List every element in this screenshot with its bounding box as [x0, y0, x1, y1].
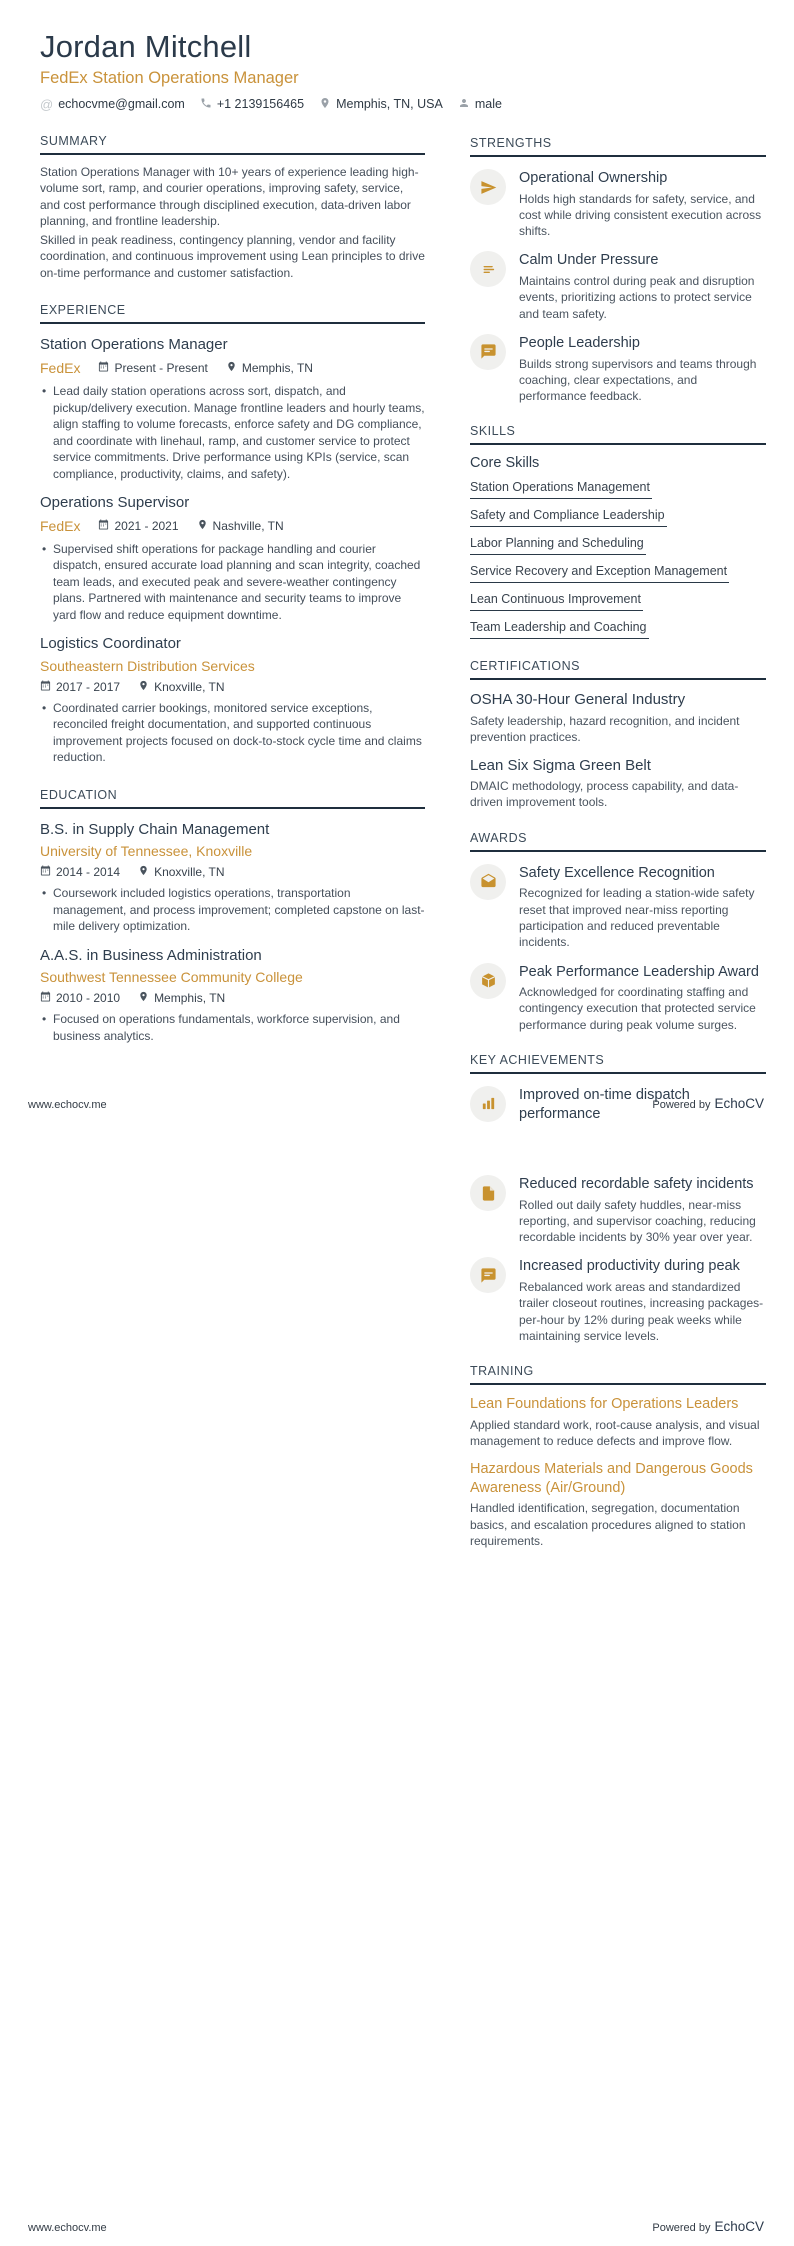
key-achievements-section [470, 1053, 766, 1123]
job-dates [98, 361, 207, 375]
certification-title: OSHA 30-Hour General Industry [470, 691, 686, 709]
location-pin-icon [138, 865, 149, 879]
location-text: Memphis, TN, USA [336, 97, 443, 112]
training-description: Applied standard work, root-cause analysis, and visual management to reduce defects and improve flow. [470, 1418, 760, 1449]
skill-group-title: Core Skills [470, 455, 540, 472]
job-entry [40, 336, 425, 482]
dates-text: Present - Present [114, 361, 208, 376]
summary-paragraph: Station Operations Manager with 10+ years of experience leading high-volume sort, ramp, and courier operations, improving safety, service, and cost performance through disciplined execution, data-driven labor planning, and frontline leadership. [40, 164, 419, 229]
job-bullets [40, 541, 425, 623]
calendar-icon [40, 991, 51, 1005]
location-pin-icon [319, 97, 331, 112]
package-icon [470, 963, 506, 999]
skill-item: Lean Continuous Improvement [470, 592, 643, 611]
strength-item [470, 169, 766, 239]
strength-description: Builds strong supervisors and teams through coaching, clear expectations, and performance feedback. [519, 356, 757, 404]
achievement-item [470, 1257, 766, 1344]
location-text: Memphis, TN [241, 361, 313, 376]
achievement-title: Reduced recordable safety incidents [519, 1176, 754, 1192]
award-description: Recognized for leading a station-wide safety reset that improved near-miss reporting participation and reduced preventable incidents. [519, 886, 755, 950]
powered-by [652, 1096, 764, 1111]
education-entry [40, 947, 425, 1045]
site-link[interactable]: www.echocv.me [28, 2222, 107, 2234]
job-meta-row [40, 680, 425, 694]
skills-heading: SKILLS [470, 424, 766, 445]
key-achievements-continued [470, 1175, 766, 1344]
chat-bubble-icon [470, 1257, 506, 1293]
job-title: Operations Supervisor [40, 493, 190, 511]
at-icon: @ [40, 96, 54, 112]
certification-description: DMAIC methodology, process capability, and data-driven improvement tools. [470, 779, 739, 810]
open-envelope-icon [470, 864, 506, 900]
person-job-title: FedEx Station Operations Manager [40, 68, 299, 87]
job-title: Station Operations Manager [40, 336, 228, 354]
school-line [40, 842, 425, 861]
job-dates [98, 519, 178, 533]
key-achievements-heading: KEY ACHIEVEMENTS [470, 1053, 766, 1074]
echocv-brand-link[interactable]: EchoCV [714, 1096, 764, 1111]
location-pin-icon [138, 680, 149, 694]
calendar-icon [98, 361, 109, 375]
job-bullet: • Coordinated carrier bookings, monitored service exceptions, reconciled freight documentation, and supported continuous improvement projects focused on dock-to-stock cycle time and claims reduction. [40, 700, 425, 766]
location-text: Knoxville, TN [154, 679, 225, 694]
job-bullets [40, 700, 425, 766]
award-item [470, 864, 766, 951]
calendar-icon [98, 519, 109, 533]
location-text: Memphis, TN [154, 991, 226, 1006]
job-location [138, 680, 224, 694]
certifications-section [470, 659, 766, 810]
company-name: FedEx [40, 360, 81, 377]
contact-gender [458, 97, 502, 112]
award-title: Peak Performance Leadership Award [519, 963, 759, 980]
chat-bubble-icon [470, 334, 506, 370]
education-meta-row [40, 865, 425, 879]
training-item [470, 1460, 766, 1550]
skills-section [470, 424, 766, 639]
powered-by-label: Powered by [652, 1099, 711, 1111]
education-dates [40, 865, 120, 879]
echocv-brand-link[interactable]: EchoCV [714, 2219, 764, 2234]
right-column [470, 1163, 766, 1549]
education-heading: EDUCATION [40, 788, 425, 809]
summary-section [40, 134, 425, 282]
location-pin-icon [226, 361, 237, 375]
degree-title: A.A.S. in Business Administration [40, 946, 262, 964]
person-name: Jordan Mitchell [40, 29, 252, 64]
achievement-title: Increased productivity during peak [519, 1258, 740, 1275]
education-bullet: • Focused on operations fundamentals, workforce supervision, and business analytics. [40, 1011, 425, 1044]
resume-page-2 [0, 1123, 794, 2246]
powered-by [652, 2219, 764, 2234]
strength-item [470, 334, 766, 404]
page-footer [28, 2219, 764, 2234]
training-heading: TRAINING [470, 1364, 766, 1385]
company-name: Southeastern Distribution Services [40, 657, 255, 674]
training-description: Handled identification, segregation, documentation basics, and escalation procedures aligned to station requirements. [470, 1501, 746, 1549]
page-footer [28, 1096, 764, 1111]
education-location [138, 991, 225, 1005]
phone-icon [200, 97, 212, 112]
job-dates [40, 680, 120, 694]
right-column [470, 136, 766, 1123]
achievement-description: Rolled out daily safety huddles, near-miss reporting, and supervisor coaching, reducing recordable incidents by 30% year over year. [519, 1197, 756, 1245]
job-meta-row [40, 359, 425, 377]
phone-text: +1 2139156465 [216, 97, 305, 112]
training-section [470, 1364, 766, 1549]
job-location [197, 519, 284, 533]
education-bullets [40, 885, 425, 934]
skill-item: Team Leadership and Coaching [470, 620, 649, 639]
achievement-description: Rebalanced work areas and standardized trailer closeout routines, increasing packages-per-hour by 12% during peak weeks while maintaining service levels. [519, 1280, 764, 1343]
skill-item: Service Recovery and Exception Management [470, 564, 729, 583]
certification-item [470, 756, 766, 811]
training-item [470, 1395, 766, 1449]
job-location [226, 361, 313, 375]
certifications-heading: CERTIFICATIONS [470, 659, 766, 680]
school-line [40, 968, 425, 987]
dates-text: 2014 - 2014 [56, 865, 121, 880]
award-title: Safety Excellence Recognition [519, 864, 715, 881]
company-name: FedEx [40, 517, 81, 534]
school-name: University of Tennessee, Knoxville [40, 843, 253, 860]
job-entry [40, 494, 425, 623]
degree-title: B.S. in Supply Chain Management [40, 820, 270, 838]
strength-description: Holds high standards for safety, service, and cost while driving consistent execution across shifts. [519, 191, 762, 239]
job-bullet: • Supervised shift operations for package handling and courier dispatch, ensured accurate load planning and scan integrity, coached team leads, and executed peak and severe-weather contingency plans. Partnered with maintenance and security teams to improve yard flow and reduce equipment downtime. [40, 541, 425, 623]
training-title: Lean Foundations for Operations Leaders [470, 1396, 739, 1413]
education-section [40, 788, 425, 1045]
achievement-title: Improved on-time dispatch performance [519, 1086, 690, 1122]
strength-item [470, 251, 766, 321]
job-bullets [40, 383, 425, 482]
job-meta-row [40, 517, 425, 535]
list-lines-icon [470, 251, 506, 287]
location-text: Knoxville, TN [154, 865, 225, 880]
awards-section [470, 831, 766, 1033]
experience-heading: EXPERIENCE [40, 303, 425, 324]
education-meta-row [40, 991, 425, 1005]
flag-icon [470, 169, 506, 205]
summary-heading: SUMMARY [40, 134, 425, 155]
awards-heading: AWARDS [470, 831, 766, 852]
skill-item: Labor Planning and Scheduling [470, 536, 646, 555]
school-name: Southwest Tennessee Community College [40, 969, 303, 986]
summary-paragraph: Skilled in peak readiness, contingency planning, vendor and facility coordination, and continuous improvement using Lean principles to drive on-time performance and customer satisfaction. [40, 232, 425, 280]
strengths-heading: STRENGTHS [470, 136, 766, 157]
location-pin-icon [197, 519, 208, 533]
achievement-item [470, 1175, 766, 1245]
skill-item: Station Operations Management [470, 480, 652, 499]
contact-phone [200, 97, 304, 112]
person-icon [458, 97, 470, 112]
certification-item [470, 690, 766, 745]
dates-text: 2021 - 2021 [114, 518, 179, 533]
job-bullet: • Lead daily station operations across sort, dispatch, and pickup/delivery execution. Manage frontline leaders and hourly teams, align staffing to volume forecasts, enforce safety and DG compliance, and coordinate with linehaul, ramp, and customer service to protect service commitments. Drive performance using KPIs (service, scan compliance, productivity, claims, and safety). [40, 383, 425, 482]
skill-item: Safety and Compliance Leadership [470, 508, 667, 527]
strengths-section [470, 136, 766, 404]
award-item [470, 963, 766, 1033]
calendar-icon [40, 865, 51, 879]
award-description: Acknowledged for coordinating staffing and contingency execution that protected service performance during peak volume surges. [519, 985, 756, 1032]
experience-section [40, 303, 425, 765]
site-link[interactable]: www.echocv.me [28, 1099, 107, 1111]
training-title: Hazardous Materials and Dangerous Goods Awareness (Air/Ground) [470, 1460, 753, 1496]
email-text: echocvme@gmail.com [58, 97, 185, 112]
education-dates [40, 991, 120, 1005]
education-entry [40, 821, 425, 935]
strength-description: Maintains control during peak and disruption events, prioritizing actions to protect service and team safety. [519, 274, 755, 321]
document-icon [470, 1175, 506, 1211]
gender-text: male [474, 97, 502, 112]
powered-by-label: Powered by [652, 2222, 711, 2234]
dates-text: 2017 - 2017 [56, 679, 121, 694]
contact-location [319, 97, 443, 112]
job-entry [40, 635, 425, 766]
education-location [138, 865, 224, 879]
certification-title: Lean Six Sigma Green Belt [470, 756, 651, 774]
contact-email [40, 97, 185, 111]
location-text: Nashville, TN [212, 518, 284, 533]
education-bullets [40, 1011, 425, 1044]
job-title: Logistics Coordinator [40, 635, 181, 653]
strength-title: Operational Ownership [519, 170, 668, 186]
education-bullet: • Coursework included logistics operations, transportation management, and process improvement; completed capstone on last-mile delivery optimization. [40, 885, 425, 934]
strength-title: Calm Under Pressure [519, 252, 659, 269]
dates-text: 2010 - 2010 [56, 991, 121, 1006]
contact-row [40, 96, 502, 112]
calendar-icon [40, 680, 51, 694]
location-pin-icon [138, 991, 149, 1005]
company-line [40, 657, 425, 676]
certification-description: Safety leadership, hazard recognition, and incident prevention practices. [470, 713, 740, 745]
strength-title: People Leadership [519, 334, 640, 351]
